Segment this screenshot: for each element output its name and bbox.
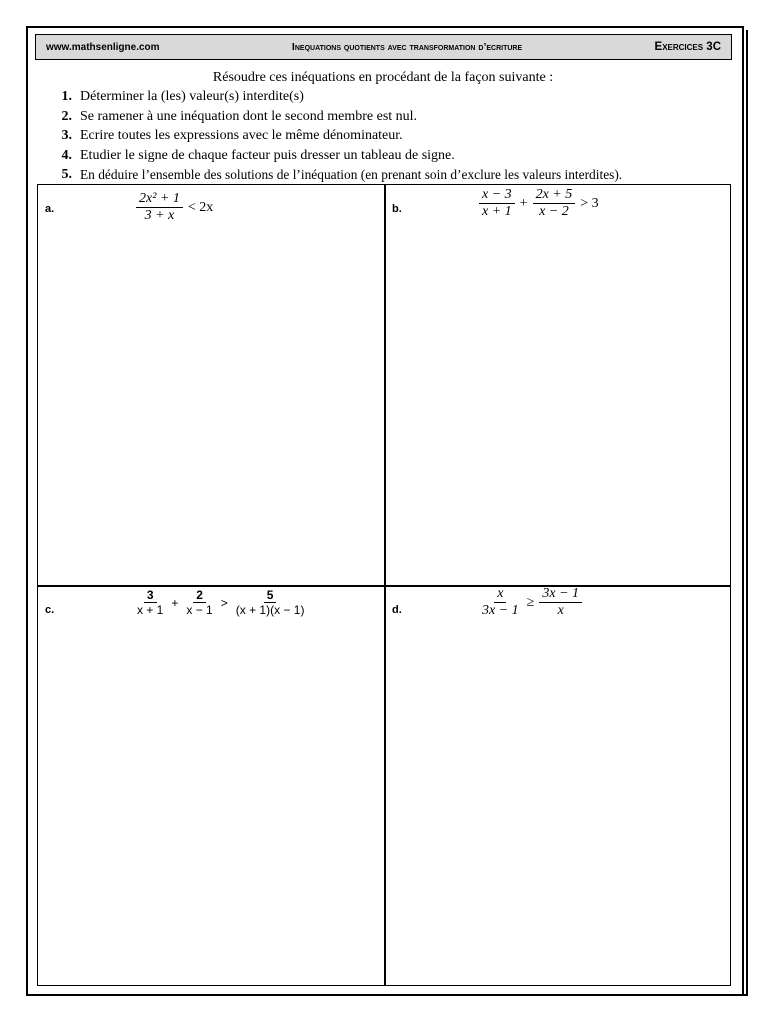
- step-text: Déterminer la (les) valeur(s) interdite(s): [80, 89, 304, 105]
- fraction: [479, 586, 522, 619]
- exercise-a-expression: [134, 191, 216, 224]
- exercise-c-expression: [132, 588, 309, 617]
- step-number: 2.: [61, 108, 72, 124]
- exercise-code: Exercices 3C: [654, 41, 721, 53]
- denominator: x + 1: [137, 603, 164, 617]
- numerator: 5: [264, 588, 277, 603]
- inequality-rhs: < 2x: [187, 199, 214, 215]
- exercise-grid: [37, 184, 731, 986]
- numerator: 3x − 1: [542, 586, 580, 601]
- instruction-step: [38, 107, 728, 126]
- instruction-step: [38, 87, 728, 106]
- inequality-operator: >: [220, 595, 228, 610]
- fraction: [539, 586, 582, 619]
- website-link[interactable]: www.mathsenligne.com: [46, 41, 160, 53]
- exercise-b-label: b.: [392, 203, 402, 215]
- instruction-step: [38, 146, 728, 165]
- exercise-d-cell[interactable]: [385, 586, 731, 986]
- numerator: 2x + 5: [535, 187, 573, 202]
- instruction-step: [38, 165, 728, 184]
- denominator: x − 2: [539, 204, 569, 219]
- fraction: [134, 588, 166, 617]
- inequality-operator: ≥: [526, 594, 535, 610]
- fraction: [533, 187, 576, 220]
- exercise-d-expression: [477, 586, 584, 619]
- fraction: [233, 588, 308, 617]
- exercise-c-cell[interactable]: [38, 586, 384, 986]
- exercise-a-cell[interactable]: [38, 185, 384, 585]
- header-bar: [35, 34, 732, 60]
- numerator: x: [497, 586, 504, 601]
- step-text: Etudier le signe de chaque facteur puis dresser un tableau de signe.: [80, 147, 455, 163]
- exercise-d-label: d.: [392, 604, 402, 616]
- instructions-list: [38, 87, 728, 184]
- step-text: En déduire l’ensemble des solutions de l’inéquation (en prenant soin d’exclure les valeurs interdites).: [80, 167, 623, 183]
- instructions: [38, 68, 728, 184]
- numerator: 3: [144, 588, 157, 603]
- denominator: (x + 1)(x − 1): [235, 603, 305, 617]
- step-text: Se ramener à une inéquation dont le second membre est nul.: [80, 108, 418, 124]
- exercise-c-label: c.: [45, 604, 55, 616]
- step-text: Ecrire toutes les expressions avec le même dénominateur.: [80, 128, 403, 144]
- plus-sign: +: [519, 195, 528, 211]
- numerator: x − 3: [482, 187, 512, 202]
- denominator: x + 1: [482, 204, 512, 219]
- page-title: Inequations quotients avec transformation d’ecriture: [291, 41, 523, 53]
- step-number: 1.: [61, 89, 72, 105]
- numerator: 2: [193, 588, 206, 603]
- denominator: 3 + x: [144, 208, 175, 223]
- step-number: 4.: [61, 147, 72, 163]
- step-number: 3.: [61, 128, 72, 144]
- fraction: [136, 191, 183, 224]
- denominator: 3x − 1: [482, 603, 519, 618]
- exercise-b-expression: [477, 187, 602, 220]
- fraction: [479, 187, 515, 220]
- instruction-step: [38, 126, 728, 145]
- fraction: [183, 588, 215, 617]
- numerator: 2x² + 1: [139, 191, 180, 206]
- instructions-lead: Résoudre ces inéquations en procédant de la façon suivante :: [212, 70, 554, 85]
- exercise-a-label: a.: [45, 203, 55, 215]
- exercise-b-cell[interactable]: [385, 185, 731, 585]
- inequality-rhs: > 3: [580, 195, 599, 211]
- step-number: 5.: [61, 167, 72, 183]
- denominator: x: [557, 603, 564, 618]
- plus-sign: +: [171, 595, 179, 610]
- denominator: x − 1: [186, 603, 213, 617]
